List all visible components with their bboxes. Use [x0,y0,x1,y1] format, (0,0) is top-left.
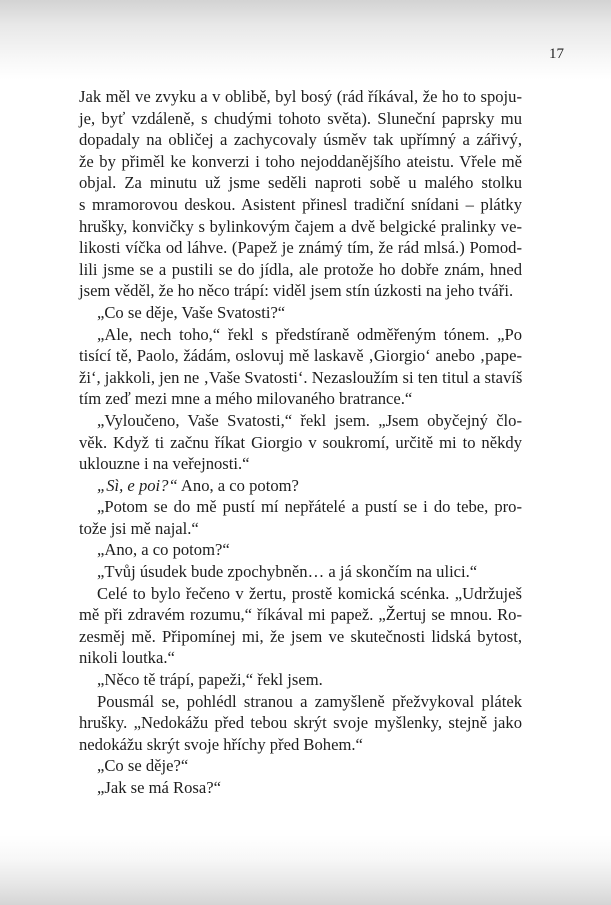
line-text: Ano, a co potom? [177,475,299,495]
body-text [79,86,522,799]
text-line: „Potom se do mě pustí mí nepřátelé a pustí se i do tebe, pro- [97,497,522,517]
text-line: Jak měl ve zvyku a v oblibě, byl bosý (rád říkával, že ho to spoju- [79,87,522,106]
text-line: je, byť vzdáleně, s chudými tohoto světa). Sluneční paprsky mu [79,108,522,128]
text-line: „Co se děje, Vaše Svatosti?“ [97,302,286,322]
text-line: objal. Za minutu už jsme seděli naproti sobě u malého stolku [79,173,522,193]
text-line: zesměj mě. Připomínej mi, že jsem ve skutečnosti lidská bytost, [79,626,522,646]
text-line: že by přiměl ke konverzi i toho nejoddanějšího ateistu. Vřele mě [79,151,522,171]
text-line: „Vyloučeno, Vaše Svatosti,“ řekl jsem. „Jsem obyčejný člo- [97,410,522,430]
text-line: likosti víčka od láhve. (Papež je známý tím, že rád mlsá.) Pomod- [79,238,522,258]
text-line: „Něco tě trápí, papeži,“ řekl jsem. [97,670,323,690]
text-line: tože jsi mě najal.“ [79,518,199,538]
text-line: uklouzne i na veřejnosti.“ [79,454,250,474]
text-line: hrušky, konvičky s bylinkovým čajem a dvě belgické pralinky ve- [79,216,522,236]
text-line: Pousmál se, pohlédl stranou a zamyšleně přežvykoval plátek [97,691,522,711]
text-line: lili jsme se a pustili se do jídla, ale protože ho dobře znám, hned [79,259,522,279]
text-line: dopadaly na obličej a zachycovaly úsměv tak upřímný a zářivý, [79,130,522,150]
text-line: „Co se děje?“ [97,756,189,776]
text-line [79,475,522,497]
text-line: s mramorovou deskou. Asistent přinesl tradiční snídani – plátky [79,194,522,214]
text-line: hrušky. „Nedokážu před tebou skrýt svoje myšlenky, stejně jako [79,713,522,733]
text-line: jsem věděl, že ho něco trápí: viděl jsem stín úzkosti na jeho tváři. [79,281,514,301]
page-number: 17 [549,46,564,62]
text-line: ži‘, jakkoli, jen ne ‚Vaše Svatosti‘. Nezasloužím si ten titul a stavíš [79,367,523,387]
text-line: „Tvůj úsudek bude zpochybněn… a já skončím na ulici.“ [97,562,478,582]
text-line: tisící tě, Paolo, žádám, oslovuj mě laskavě ‚Giorgio‘ anebo ‚pape- [79,346,522,366]
text-line: Celé to bylo řečeno v žertu, prostě komická scénka. „Udržuješ [97,583,522,603]
text-line: nikoli loutka.“ [79,648,175,668]
text-line: nedokážu skrýt svoje hříchy před Bohem.“ [79,734,363,754]
text-line: „Jak se má Rosa?“ [97,778,221,797]
italic-quote: „Sì, e poi?“ [97,475,178,495]
text-line: mě při zdravém rozumu,“ říkával mi papež. „Žertuj se mnou. Ro- [79,605,522,625]
text-line: tím zeď mezi mne a mého milovaného bratrance.“ [79,389,413,409]
text-line: „Ano, a co potom?“ [97,540,230,560]
text-line: „Ale, nech toho,“ řekl s předstíraně odměřeným tónem. „Po [97,324,522,344]
text-line: věk. Když ti začnu říkat Giorgio v soukromí, určitě mi to někdy [79,432,522,452]
